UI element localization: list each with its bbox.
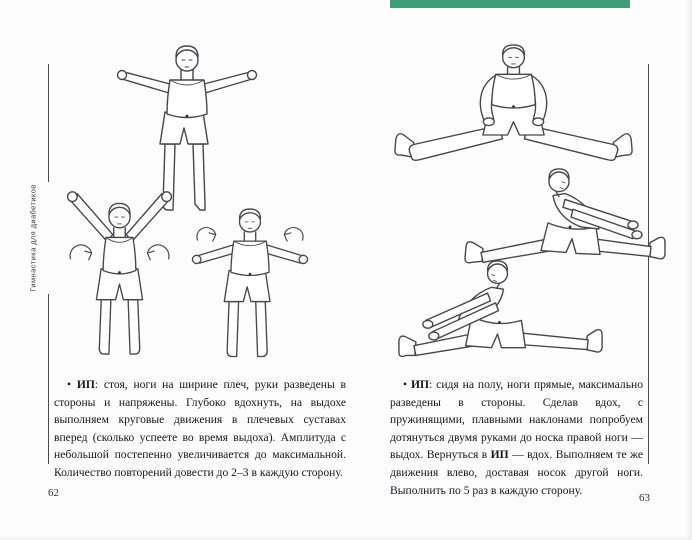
left-margin-rule-bottom — [48, 294, 49, 464]
exercise-text-left: • ИП: стоя, ноги на ширине плеч, руки разведены в стороны и напряжены. Глубоко вдохнуть, на выдохе выполняем круговые движения в плечевых суставах вперед (сколько успеете во время выдоха). Амплитуда с небольшой постепенно увеличивается до максимальной. Количество повторений довести до 2–3 в каждую сторону. — [54, 378, 346, 480]
page-number-left: 62 — [48, 487, 59, 499]
scan-edge-bottom — [0, 535, 692, 540]
page-number-right: 63 — [639, 492, 650, 504]
scan-edge-right — [686, 0, 692, 540]
left-margin-rule-top — [48, 64, 49, 182]
figure-arms-raised-circles — [57, 185, 182, 358]
figure-seated-straddle — [388, 44, 640, 172]
sidebar-vertical-title: Гимнастика для диабетиков — [28, 184, 38, 292]
figure-seated-side-bend-left — [384, 260, 618, 372]
exercise-text-right: • ИП: сидя на полу, ноги прямые, максимально разведены в стороны. Сделав вдох, с пружинящими, плавными наклонами попробуем дотянуться двумя руками до носка правой ноги — выдох. Вернуться в ИП — вдох. Выполняем те же движения влево, доставая носок другой ноги. Выполнить по 5 раз в каждую сторону. — [390, 378, 644, 497]
figure-arms-side-circles — [190, 188, 310, 362]
top-accent-bar — [390, 0, 630, 8]
